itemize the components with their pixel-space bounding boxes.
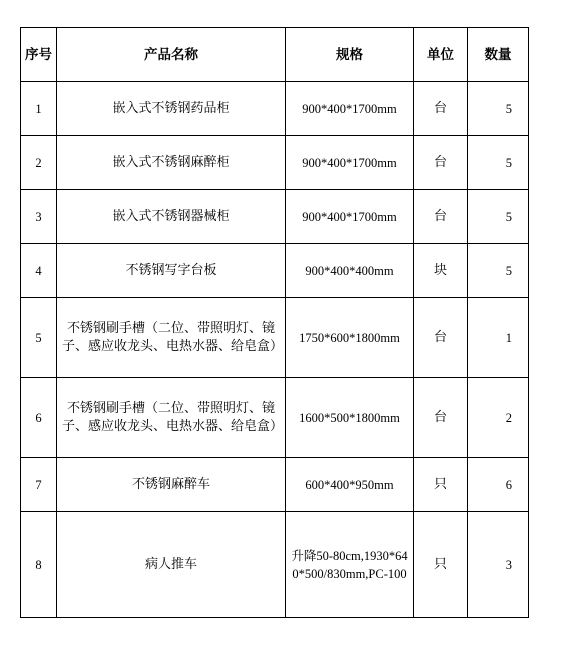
- cell-serial-number: 5: [21, 298, 57, 378]
- table-row: [21, 458, 529, 512]
- cell-specification: 升降50-80cm,1930*640*500/830mm,PC-100: [286, 512, 414, 618]
- cell-product-name: 嵌入式不锈钢器械柜: [57, 190, 286, 244]
- header-unit: 单位: [414, 28, 468, 82]
- cell-specification: 900*400*400mm: [286, 244, 414, 298]
- product-table: [20, 27, 529, 618]
- cell-serial-number: 4: [21, 244, 57, 298]
- cell-product-name: 不锈钢刷手槽（二位、带照明灯、镜子、感应收龙头、电热水器、给皂盒）: [57, 298, 286, 378]
- cell-unit: 台: [414, 136, 468, 190]
- cell-unit: 台: [414, 378, 468, 458]
- header-quantity: 数量: [468, 28, 529, 82]
- cell-quantity: 5: [468, 82, 529, 136]
- header-specification: 规格: [286, 28, 414, 82]
- cell-specification: 900*400*1700mm: [286, 190, 414, 244]
- cell-specification: 1600*500*1800mm: [286, 378, 414, 458]
- cell-serial-number: 6: [21, 378, 57, 458]
- cell-specification: 600*400*950mm: [286, 458, 414, 512]
- cell-quantity: 2: [468, 378, 529, 458]
- cell-serial-number: 1: [21, 82, 57, 136]
- cell-quantity: 5: [468, 244, 529, 298]
- cell-serial-number: 3: [21, 190, 57, 244]
- cell-product-name: 不锈钢刷手槽（二位、带照明灯、镜子、感应收龙头、电热水器、给皂盒）: [57, 378, 286, 458]
- header-serial-number: 序号: [21, 28, 57, 82]
- cell-specification: 900*400*1700mm: [286, 136, 414, 190]
- cell-specification: 900*400*1700mm: [286, 82, 414, 136]
- cell-quantity: 5: [468, 136, 529, 190]
- table-row: [21, 298, 529, 378]
- table-row: [21, 378, 529, 458]
- table-row: [21, 190, 529, 244]
- table-row: [21, 136, 529, 190]
- cell-product-name: 不锈钢写字台板: [57, 244, 286, 298]
- cell-serial-number: 2: [21, 136, 57, 190]
- cell-unit: 台: [414, 298, 468, 378]
- header-product-name: 产品名称: [57, 28, 286, 82]
- table-header-row: [21, 28, 529, 82]
- cell-unit: 台: [414, 82, 468, 136]
- cell-product-name: 嵌入式不锈钢麻醉柜: [57, 136, 286, 190]
- cell-unit: 块: [414, 244, 468, 298]
- cell-quantity: 5: [468, 190, 529, 244]
- table-row: [21, 512, 529, 618]
- table-row: [21, 244, 529, 298]
- cell-unit: 只: [414, 512, 468, 618]
- cell-product-name: 不锈钢麻醉车: [57, 458, 286, 512]
- cell-quantity: 3: [468, 512, 529, 618]
- cell-product-name: 病人推车: [57, 512, 286, 618]
- cell-product-name: 嵌入式不锈钢药品柜: [57, 82, 286, 136]
- cell-unit: 台: [414, 190, 468, 244]
- cell-quantity: 1: [468, 298, 529, 378]
- cell-serial-number: 7: [21, 458, 57, 512]
- cell-unit: 只: [414, 458, 468, 512]
- cell-quantity: 6: [468, 458, 529, 512]
- table-row: [21, 82, 529, 136]
- cell-serial-number: 8: [21, 512, 57, 618]
- cell-specification: 1750*600*1800mm: [286, 298, 414, 378]
